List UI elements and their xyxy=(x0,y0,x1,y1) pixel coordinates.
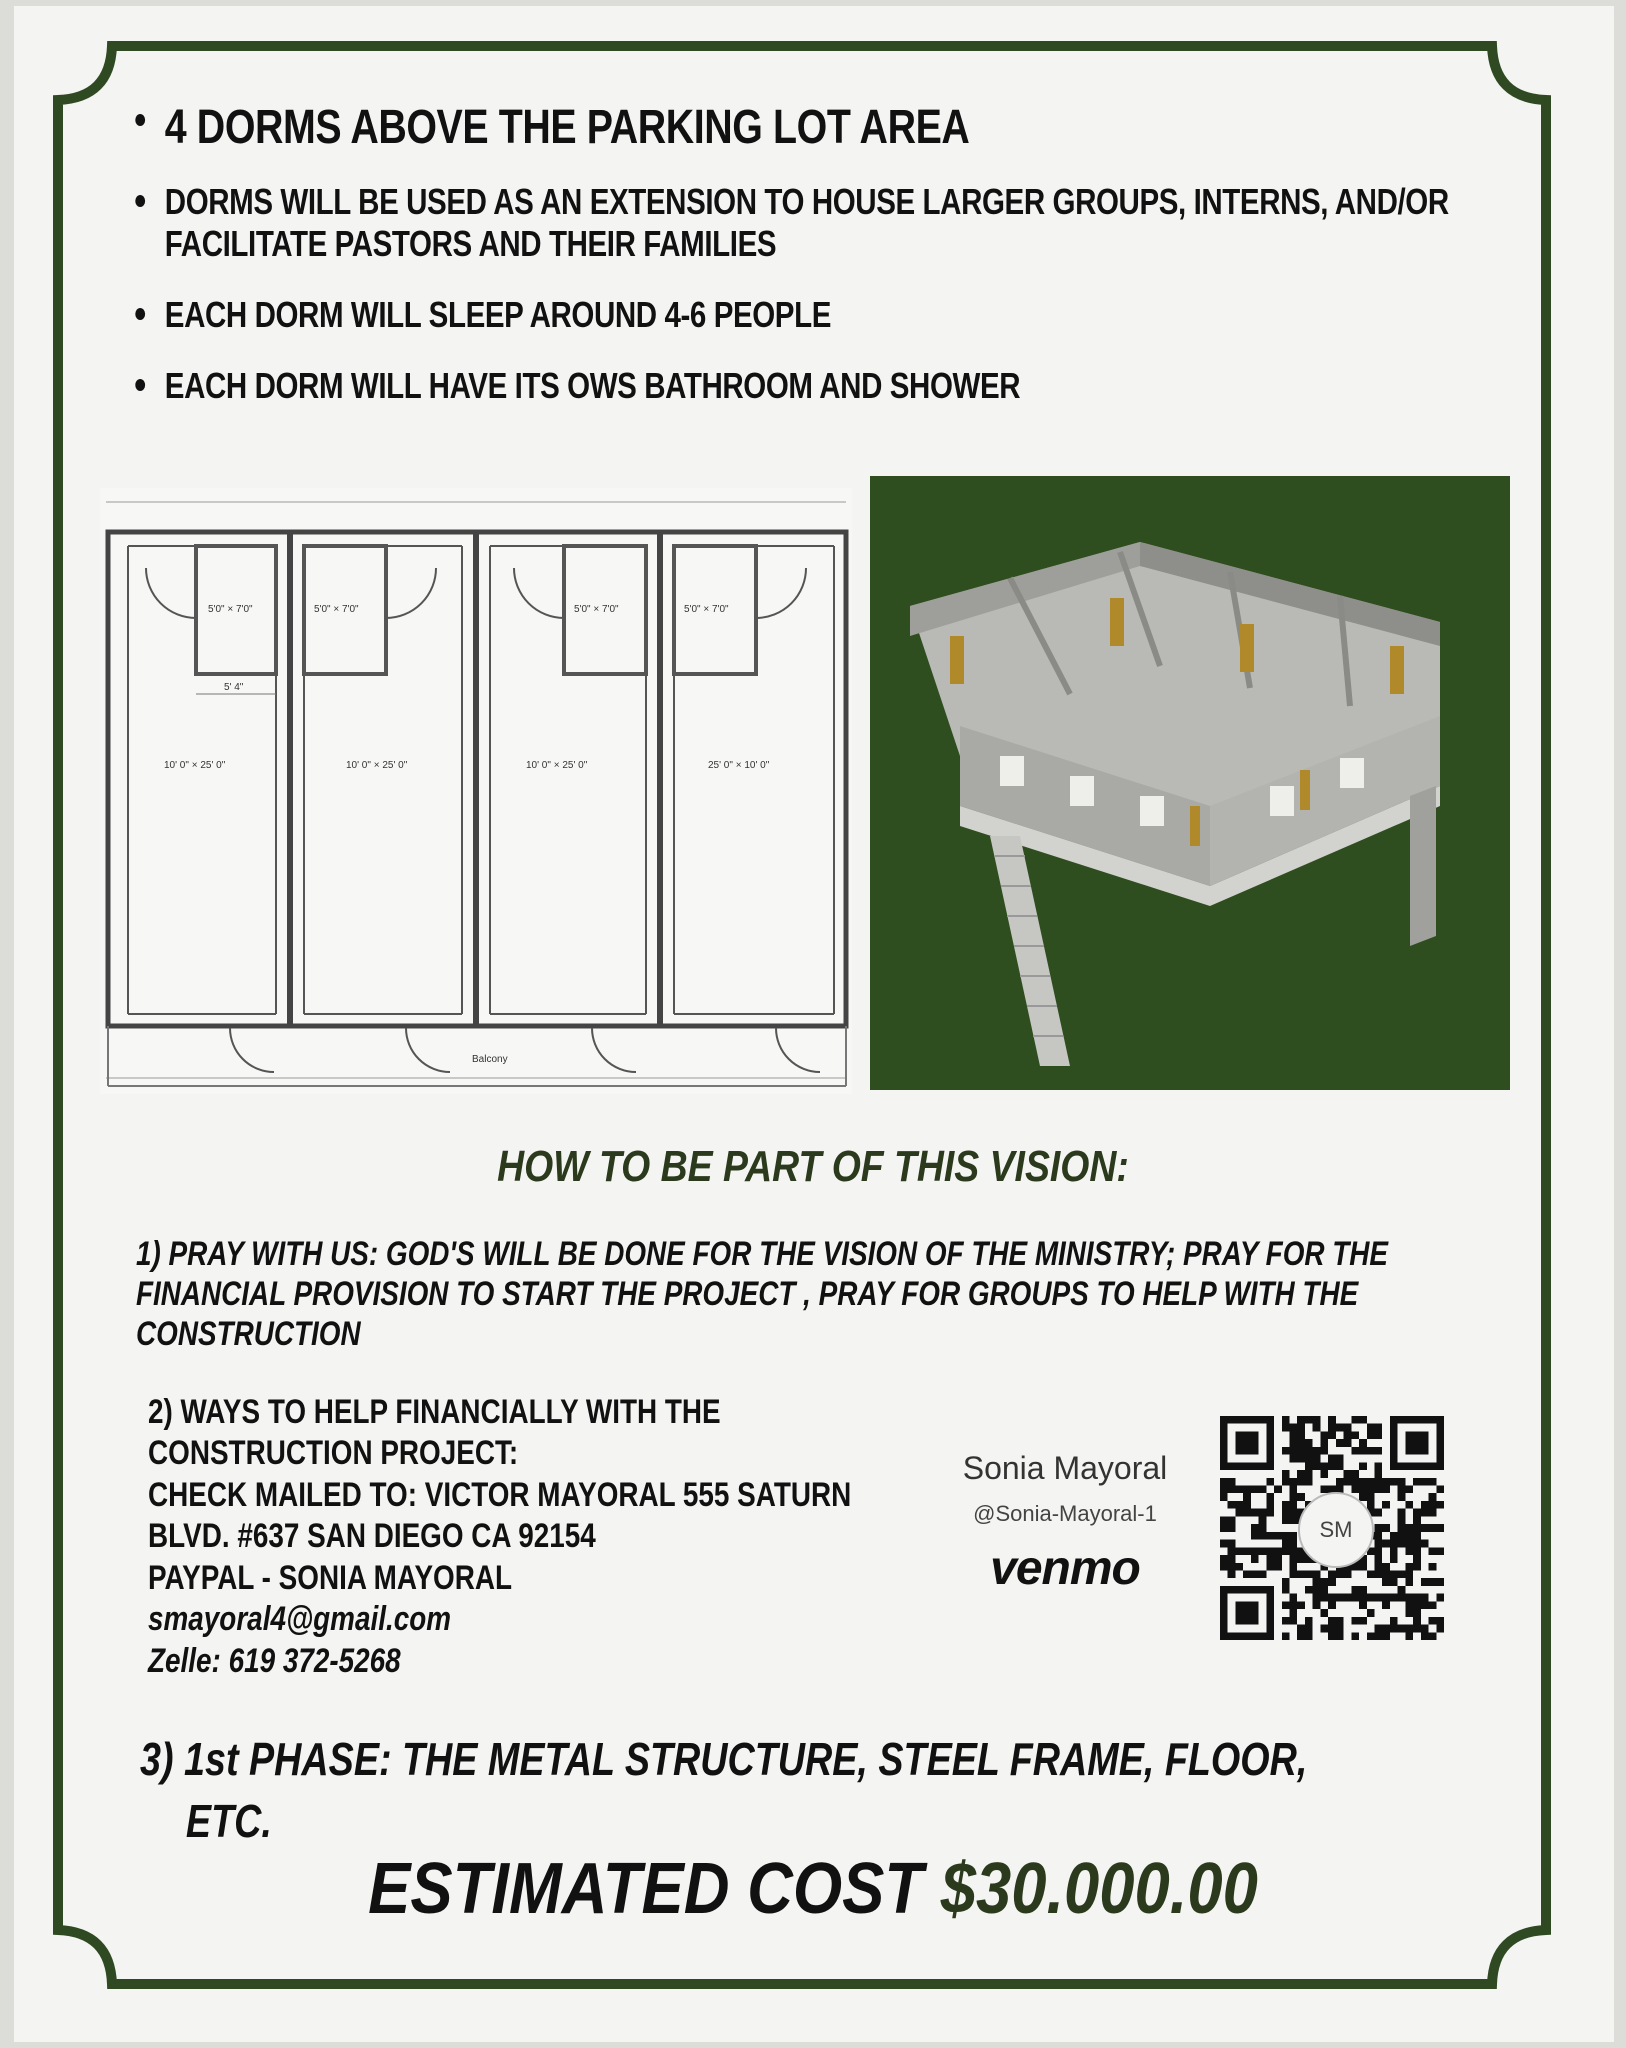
balcony-label: Balcony xyxy=(472,1054,508,1065)
room-label-3: 10' 0" × 25' 0" xyxy=(526,760,588,771)
bullet-list xyxy=(132,100,1472,407)
phase-item xyxy=(140,1728,1485,1852)
qr-initials-badge: SM xyxy=(1298,1492,1374,1568)
room-label-2: 10' 0" × 25' 0" xyxy=(346,760,408,771)
check-mail-line: CHECK MAILED TO: VICTOR MAYORAL 555 SATURN xyxy=(148,1475,852,1514)
venmo-info xyxy=(930,1450,1200,1596)
dim-small-label: 5' 4" xyxy=(224,682,244,693)
bullet-bathroom: EACH DORM WILL HAVE ITS OWS BATHROOM AND SHOWER xyxy=(132,365,1505,406)
paypal-line: PAYPAL - SONIA MAYORAL xyxy=(148,1558,513,1597)
bullet-dorm-usage: DORMS WILL BE USED AS AN EXTENSION TO HOUSE LARGER GROUPS, INTERNS, AND/OR FACILITATE PASTORS AND THEIR FAMILIES xyxy=(132,181,1505,264)
bullet-dorms-above-parking: 4 DORMS ABOVE THE PARKING LOT AREA xyxy=(132,100,1483,155)
venmo-name: Sonia Mayoral xyxy=(962,1450,1168,1486)
bullet-sleep-capacity: EACH DORM WILL SLEEP AROUND 4-6 PEOPLE xyxy=(132,294,1505,335)
venmo-handle: @Sonia-Mayoral-1 xyxy=(973,1501,1157,1526)
bath-label-3: 5'0" × 7'0" xyxy=(574,604,619,615)
zelle-line: Zelle: 619 372-5268 xyxy=(148,1641,401,1680)
room-label-1: 10' 0" × 25' 0" xyxy=(164,760,226,771)
bath-label-2: 5'0" × 7'0" xyxy=(314,604,359,615)
estimated-cost xyxy=(98,1848,1529,1930)
financial-help-item xyxy=(148,1392,984,1682)
phase-line-1: 3) 1st PHASE: THE METAL STRUCTURE, STEEL FRAME, FLOOR, xyxy=(140,1733,1308,1785)
floor-plan-drawing xyxy=(100,488,852,1094)
financial-line-2: CONSTRUCTION PROJECT: xyxy=(148,1434,519,1473)
cost-amount: $30.000.00 xyxy=(940,1849,1258,1929)
cost-label: ESTIMATED COST xyxy=(368,1849,924,1929)
email-line: smayoral4@gmail.com xyxy=(148,1600,452,1639)
venmo-logo: venmo xyxy=(990,1542,1140,1595)
address-line: BLVD. #637 SAN DIEGO CA 92154 xyxy=(148,1517,596,1556)
prayer-item: 1) PRAY WITH US: GOD'S WILL BE DONE FOR THE VISION OF THE MINISTRY; PRAY FOR THE FINANCIAL PROVISION TO START THE PROJECT , PRAY FOR GROUPS TO HELP WITH THE CONSTRUCTION xyxy=(136,1235,1389,1354)
howto-title: HOW TO BE PART OF THIS VISION: xyxy=(497,1142,1129,1191)
room-label-4: 25' 0" × 10' 0" xyxy=(708,760,770,771)
phase-line-2: ETC. xyxy=(185,1795,272,1848)
financial-line-1: 2) WAYS TO HELP FINANCIALLY WITH THE xyxy=(148,1393,721,1431)
bath-label-4: 5'0" × 7'0" xyxy=(684,604,729,615)
3d-render-image xyxy=(870,476,1510,1090)
bath-label-1: 5'0" × 7'0" xyxy=(208,604,253,615)
